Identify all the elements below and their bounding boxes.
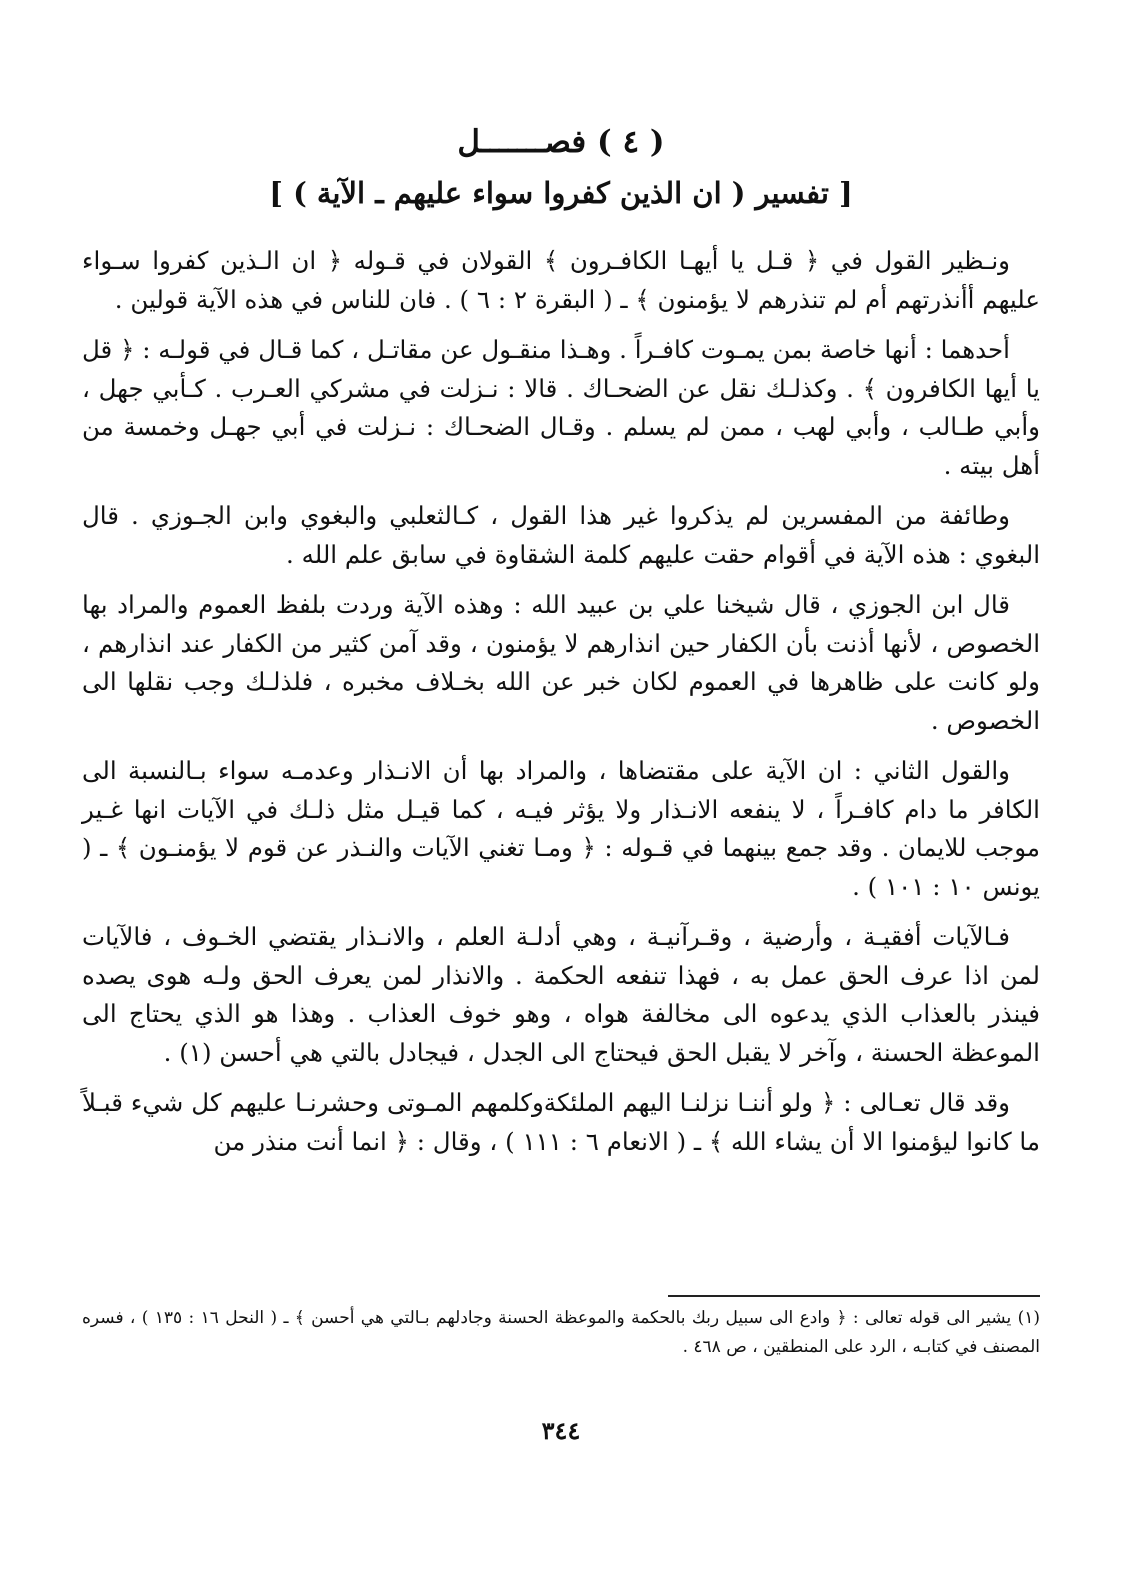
paragraph-7: وقد قال تعـالى : ﴿ ولو أننـا نزلنـا اليهم الملئكةوكلمهم المـوتى وحشرنـا عليهم كل شيء قبـلاً ما كانوا ليؤمنوا الا أن يشاء الله ﴾ ـ ( الانعام ٦ : ١١١ ) ، وقال : ﴿ انما أنت منذر من [82,1088,1040,1156]
page-number: ٣٤٤ [541,1416,581,1445]
paragraph-5: والقول الثاني : ان الآية على مقتضاها ، والمراد بها أن الانـذار وعدمـه سواء بـالنسبة الى الكافر ما دام كافـراً ، لا ينفعه الانـذار ولا يؤثر فيـه ، كما قيـل مثل ذلـك في الآيات انها غـير موجب للايمان . وقد جمع بينهما في قـوله : ﴿ ومـا تغني الآيات والنـذر عن قوم لا يؤمنـون ﴾ ـ ( يونس ١٠ : ١٠١ ) . [82,756,1040,901]
paragraph-6: فـالآيات أفقيـة ، وأرضية ، وقـرآنيـة ، وهي أدلـة العلم ، والانـذار يقتضي الخـوف ، فالآيات لمن اذا عرف الحق عمل به ، فهذا تنفعه الحكمة . والانذار لمن يعرف الحق ولـه هوى يصده فينذر بالعذاب الذي يدعوه الى مخالفة هواه ، وهو خوف العذاب . وهذا هو الذي يحتاج الى الموعظة الحسنة ، وآخر لا يقبل الحق فيحتاج الى الجدل ، فيجادل بالتي هي أحسن (١) . [82,922,1040,1067]
section-subtitle: [ تفسير ( ان الذين كفروا سواء عليهم ـ الآية ) ] [269,176,853,210]
page-content [82,120,1040,1560]
paragraph-2: أحدهما : أنها خاصة بمن يمـوت كافـراً . وهـذا منقـول عن مقاتـل ، كما قـال في قولـه : ﴿ قل يا أيها الكافرون ﴾ . وكذلـك نقل عن الضحـاك . قالا : نـزلت في مشركي العـرب . كـأبي جهل ، وأبي طـالب ، وأبي لهب ، ممن لم يسلم . وقـال الضحـاك : نـزلت في أبي جهـل وخمسة من أهل بيته . [82,335,1040,480]
paragraph-1: ونـظير القول في ﴿ قـل يا أيهـا الكافـرون ﴾ القولان في قـوله ﴿ ان الـذين كفروا سـواء عليهم أأنذرتهم أم لم تنذرهم لا يؤمنون ﴾ ـ ( البقرة ٢ : ٦ ) . فان للناس في هذه الآية قولين . [82,246,1040,314]
footnote-separator [668,1295,1040,1297]
section-title: ( ٤ ) فصـــــــل [457,124,665,160]
paragraph-3: وطائفة من المفسرين لم يذكروا غير هذا القول ، كـالثعلبي والبغوي وابن الجـوزي . قال البغوي : هذه الآية في أقوام حقت عليهم كلمة الشقاوة في سابق علم الله . [82,501,1040,569]
footnote: (١) يشير الى قوله تعالى : ﴿ وادع الى سبيل ربك بالحكمة والموعظة الحسنة وجادلهم بـالتي هي أحسن ﴾ ـ ( النحل ١٦ : ١٣٥ ) ، فسره المصنف في كتابـه ، الرد على المنطقين ، ص ٤٦٨ . [82,1308,1040,1357]
paragraph-4: قال ابن الجوزي ، قال شيخنا علي بن عبيد الله : وهذه الآية وردت بلفظ العموم والمراد بها الخصوص ، لأنها أذنت بأن الكفار حين انذارهم لا يؤمنون ، وقد آمن كثير من الكفار عند انذارهم ، ولو كانت على ظاهرها في العموم لكان خبر عن الله بخـلاف مخبره ، فلذلـك وجب نقلها الى الخصوص . [82,590,1040,735]
